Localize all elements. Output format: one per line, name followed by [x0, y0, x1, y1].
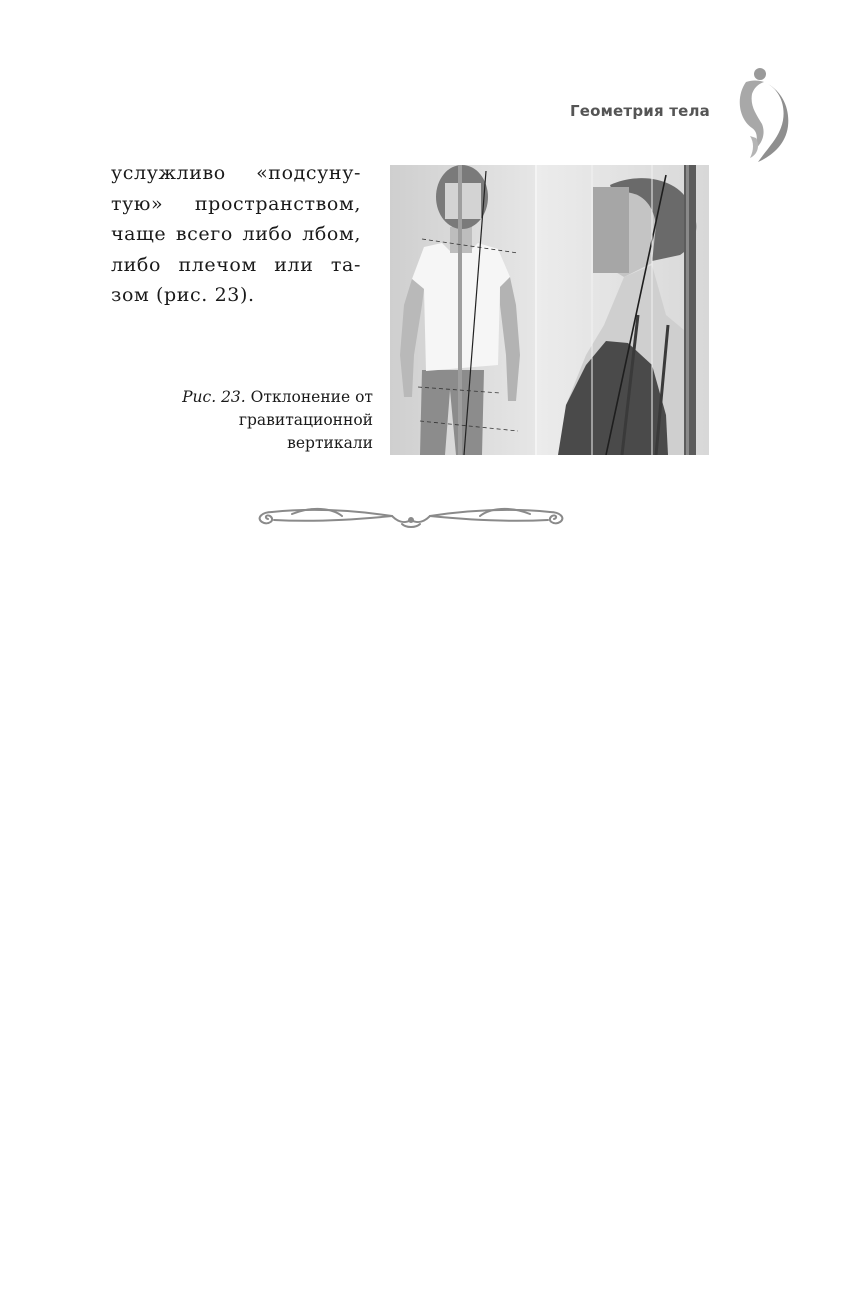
body-line: тую» пространством,: [111, 192, 361, 215]
figure-caption: [160, 386, 373, 455]
caption-text: Отклонение от гравитационной вертикали: [238, 388, 373, 452]
body-line: зом (рис. 23).: [111, 284, 255, 306]
body-paragraph: [111, 158, 361, 311]
silhouette-emblem-icon: [728, 66, 790, 166]
caption-label: Рис. 23.: [182, 388, 246, 406]
decorative-divider-icon: [252, 498, 570, 530]
body-line: либо плечом или та-: [111, 253, 361, 276]
running-head: Геометрия тела: [569, 102, 710, 120]
body-line: услужливо «подсуну-: [111, 162, 361, 184]
figure-23-photo: [390, 165, 709, 455]
body-line: чаще всего либо лбом,: [111, 223, 361, 245]
